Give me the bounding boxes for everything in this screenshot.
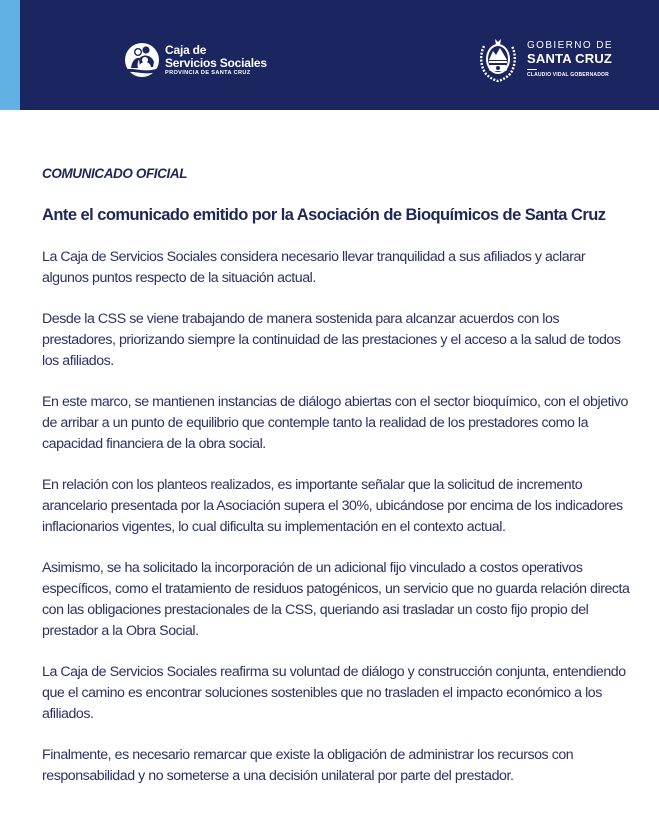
css-logo-line1: Caja de [165,42,207,57]
document-kicker: COMUNICADO OFICIAL [42,166,188,181]
paragraph: La Caja de Servicios Sociales reafirma su voluntad de diálogo y construcción conjunta, entendiendo que el camino es encontrar soluciones sostenibles que no trasladen el impacto económico a los afiliados. [42,664,626,722]
gov-logo-line3: CLAUDIO VIDAL GOBERNADOR [527,71,609,78]
accent-strip [0,0,20,110]
document-title: Ante el comunicado emitido por la Asociación de Bioquímicos de Santa Cruz [42,206,606,224]
provincial-coat-of-arms-icon [478,36,518,82]
paragraph: Desde la CSS se viene trabajando de manera sostenida para alcanzar acuerdos con los prestadores, priorizando siempre la continuidad de las prestaciones y el acceso a la salud de todos los afiliados. [42,311,621,369]
paragraph: En relación con los planteos realizados, es importante señalar que la solicitud de incremento arancelario presentada por la Asociación supera el 30%, ubicándose por encima de los indicadores inflacionarios vigentes, lo cual dificulta su implementación en el contexto actual. [42,477,623,535]
government-logo [478,36,613,82]
paragraph: Asimismo, se ha solicitado la incorporación de un adicional fijo vinculado a costos operativos específicos, como el tratamiento de residuos patogénicos, un servicio que no guarda relación directa con las obligaciones prestacionales de la CSS, queriando asi trasladar un costo fijo propio del prestador a la Obra Social. [42,560,630,639]
css-logo [123,40,267,80]
paragraph: La Caja de Servicios Sociales considera necesario llevar tranquilidad a sus afiliados y aclarar algunos puntos respecto de la situación actual. [42,249,586,286]
paragraph: En este marco, se mantienen instancias de diálogo abiertas con el sector bioquímico, con el objetivo de arribar a un punto de equilibrio que contemple tanto la realidad de los prestadores como la capacidad financiera de la obra social. [42,394,628,452]
family-icon [123,41,161,79]
paragraph: Finalmente, es necesario remarcar que existe la obligación de administrar los recursos con responsabilidad y no someterse a una decisión unilateral por parte del prestador. [42,747,574,784]
gov-logo-divider [527,69,537,70]
css-logo-line3: PROVINCIA DE SANTA CRUZ [165,69,251,76]
header-banner [0,0,659,110]
press-release-body [42,160,632,787]
gov-logo-line2: SANTA CRUZ [527,50,613,66]
css-logo-line2: Servicios Sociales [165,55,267,70]
paragraph-list [42,247,632,787]
gov-logo-line1: GOBIERNO DE [527,39,613,51]
